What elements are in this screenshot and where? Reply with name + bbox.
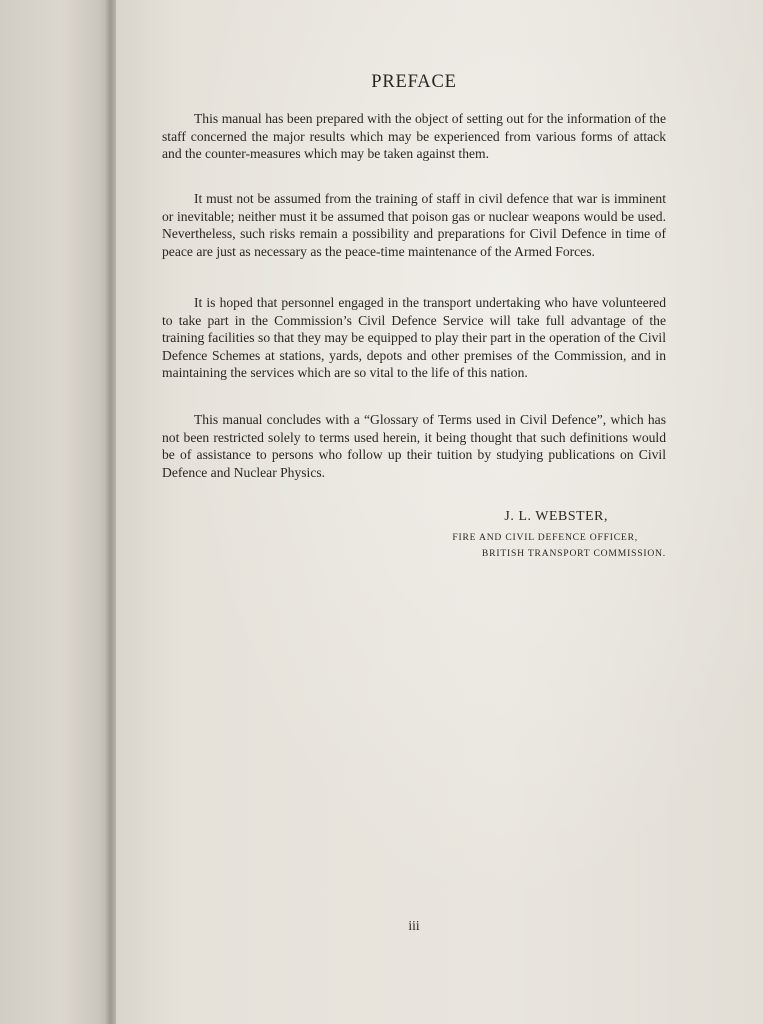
signatory-organization: BRITISH TRANSPORT COMMISSION. — [481, 548, 666, 559]
signature-block — [366, 508, 666, 562]
preface-paragraph-4: This manual concludes with a “Glossary of Terms used in Civil Defence”, which has not been restricted solely to terms used herein, it being thought that such definitions would be of assistance to persons who follow up their tuition by studying publications on Civil Defence and Nuclear Physics. — [162, 412, 666, 480]
left-page-edge — [0, 0, 112, 1024]
signatory-title: FIRE AND CIVIL DEFENCE OFFICER, — [452, 532, 638, 543]
page-title: PREFACE — [371, 72, 457, 92]
preface-paragraph-2: It must not be assumed from the training of staff in civil defence that war is imminent or inevitable; neither must it be assumed that poison gas or nuclear weapons would be used. Nevertheless, such risks remain a possibility and preparations for Civil Defence in time of peace are just as necessary as the peace-time maintenance of the Armed Forces. — [162, 191, 666, 259]
preface-paragraph-3: It is hoped that personnel engaged in the transport undertaking who have volunteered to take part in the Commission’s Civil Defence Service will take full advantage of the training facilities so that they may be equipped to play their part in the operation of the Civil Defence Schemes at stations, yards, depots and other premises of the Commission, and in maintaining the services which are so vital to the life of this nation. — [162, 295, 666, 380]
right-page — [116, 0, 763, 1024]
signatory-name: J. L. WEBSTER, — [504, 508, 608, 523]
page-number: iii — [408, 918, 420, 933]
preface-paragraph-1: This manual has been prepared with the object of setting out for the information of the staff concerned the major results which may be experienced from various forms of attack and the counter-measures which may be taken against them. — [162, 111, 666, 161]
